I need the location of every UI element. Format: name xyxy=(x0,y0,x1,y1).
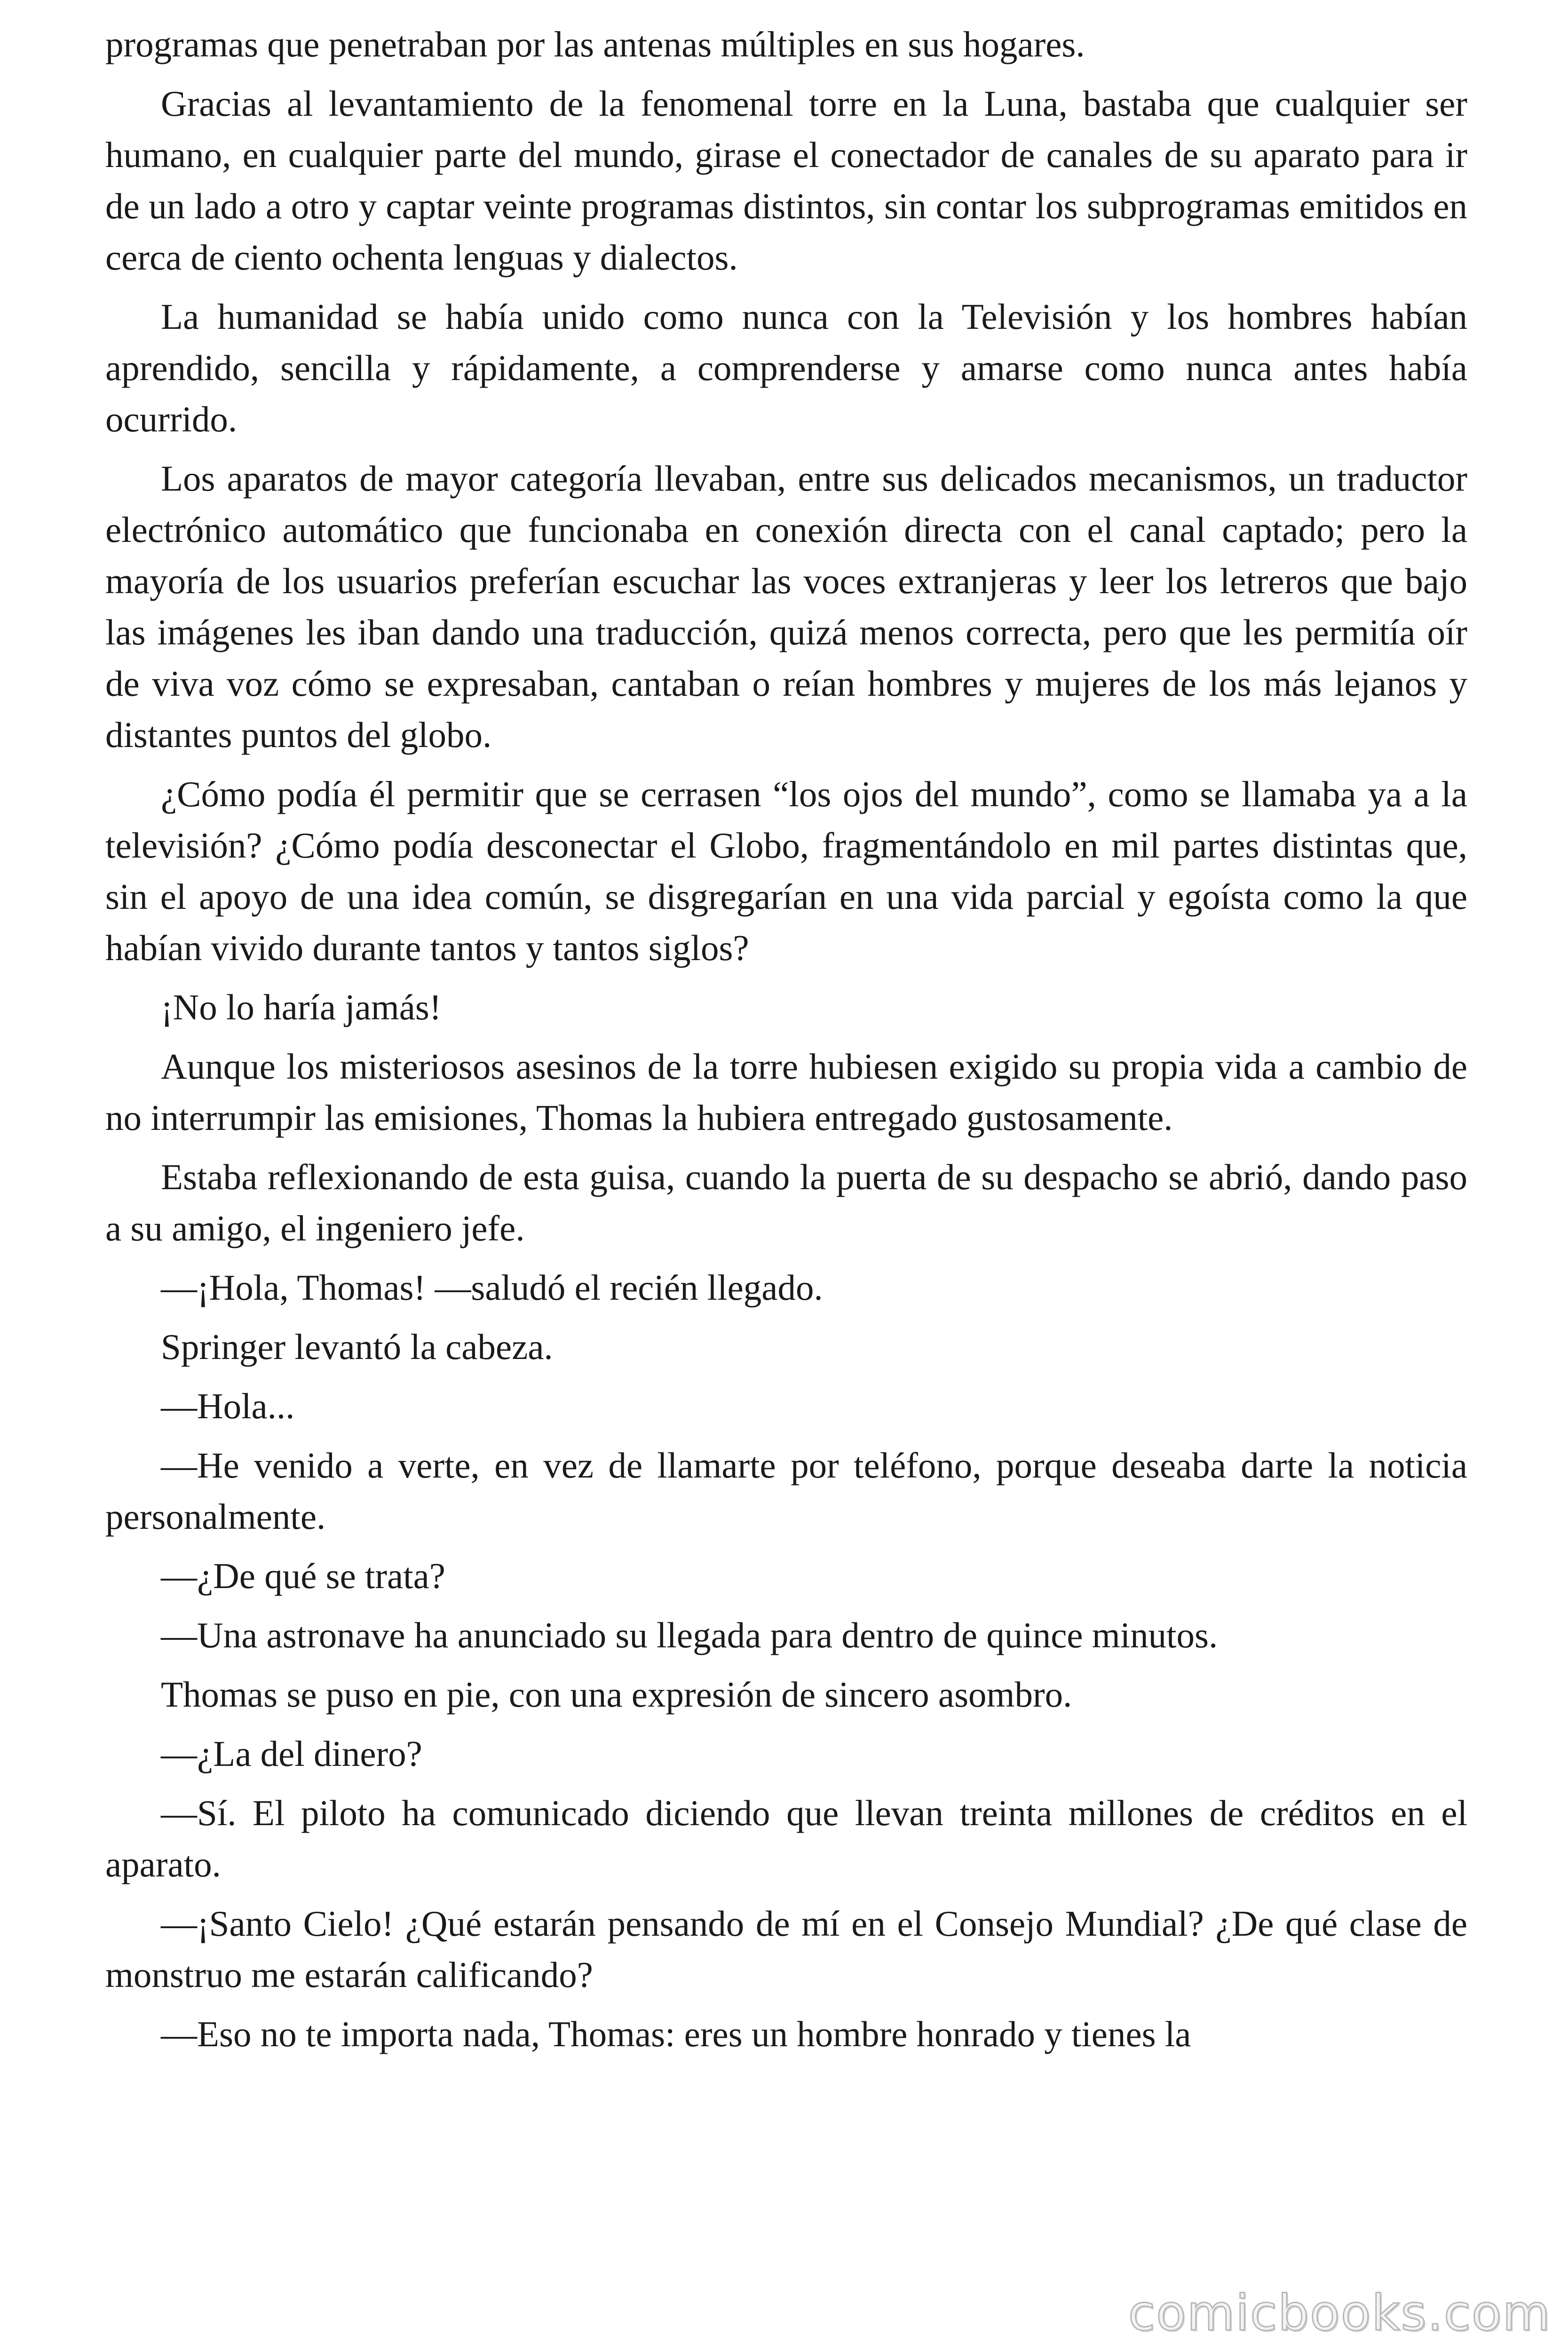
body-text xyxy=(105,19,1467,2068)
paragraph: ¿Cómo podía él permitir que se cerrasen “los ojos del mundo”, como se llamaba ya a la televisión? ¿Cómo podía desconectar el Globo, fragmentándolo en mil partes distintas que, sin el apoyo de una idea común, se disgregarían en una vida parcial y egoísta como la que habían vivido durante tantos y tantos siglos? xyxy=(105,774,1467,968)
paragraph: Los aparatos de mayor categoría llevaban, entre sus delicados mecanismos, un traductor electrónico automático que funcionaba en conexión directa con el canal captado; pero la mayoría de los usuarios preferían escuchar las voces extranjeras y leer los letreros que bajo las imágenes les iban dando una traducción, quizá menos correcta, pero que les permitía oír de viva voz cómo se expresaban, cantaban o reían hombres y mujeres de los más lejanos y distantes puntos del globo. xyxy=(105,458,1467,755)
watermark: comicbooks.com xyxy=(1128,2284,1551,2342)
paragraph: La humanidad se había unido como nunca con la Televisión y los hombres habían aprendido, sencilla y rápidamente, a comprenderse y amarse como nunca antes había ocurrido. xyxy=(105,296,1467,439)
dialogue-line: —Hola... xyxy=(161,1386,295,1426)
dialogue-line: —¿De qué se trata? xyxy=(161,1556,445,1596)
paragraph: ¡No lo haría jamás! xyxy=(161,987,442,1027)
dialogue-line: —¿La del dinero? xyxy=(161,1733,422,1774)
dialogue-line: —Eso no te importa nada, Thomas: eres un hombre honrado y tienes la xyxy=(161,2014,1191,2054)
paragraph: Estaba reflexionando de esta guisa, cuando la puerta de su despacho se abrió, dando paso a su amigo, el ingeniero jefe. xyxy=(105,1157,1467,1248)
dialogue-line: —Sí. El piloto ha comunicado diciendo que llevan treinta millones de créditos en el aparato. xyxy=(105,1793,1467,1884)
dialogue-line: —¡Hola, Thomas! —saludó el recién llegado. xyxy=(161,1267,823,1308)
paragraph: Aunque los misteriosos asesinos de la torre hubiesen exigido su propia vida a cambio de no interrumpir las emisiones, Thomas la hubiera entregado gustosamente. xyxy=(105,1046,1467,1138)
dialogue-line: —¡Santo Cielo! ¿Qué estarán pensando de mí en el Consejo Mundial? ¿De qué clase de monstruo me estarán calificando? xyxy=(105,1903,1467,1995)
paragraph: Springer levantó la cabeza. xyxy=(161,1327,553,1367)
paragraph: Gracias al levantamiento de la fenomenal torre en la Luna, bastaba que cualquier ser humano, en cualquier parte del mundo, girase el conectador de canales de su aparato para ir de un lado a otro y captar veinte programas distintos, sin contar los subprogramas emitidos en cerca de ciento ochenta lenguas y dialectos. xyxy=(105,83,1467,278)
paragraph: programas que penetraban por las antenas múltiples en sus hogares. xyxy=(105,24,1085,64)
dialogue-line: —Una astronave ha anunciado su llegada para dentro de quince minutos. xyxy=(161,1615,1218,1655)
dialogue-line: —He venido a verte, en vez de llamarte por teléfono, porque deseaba darte la noticia personalmente. xyxy=(105,1445,1467,1537)
paragraph: Thomas se puso en pie, con una expresión de sincero asombro. xyxy=(161,1674,1072,1715)
